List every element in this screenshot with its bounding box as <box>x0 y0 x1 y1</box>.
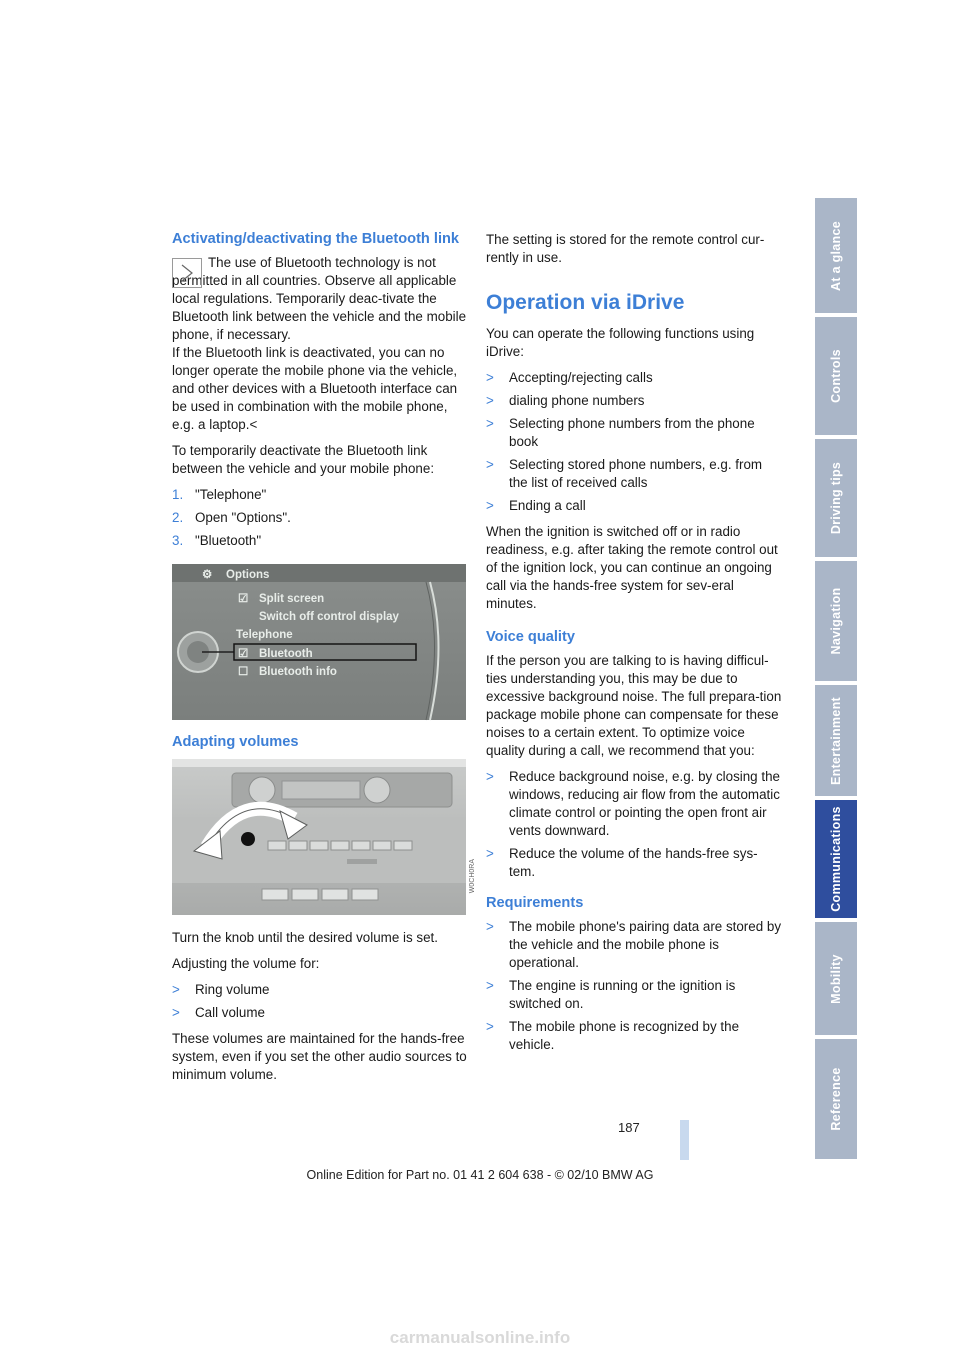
bullet-marker: > <box>486 370 494 385</box>
tab-label: Navigation <box>829 587 843 655</box>
tab-label: At a glance <box>829 220 843 291</box>
heading-adapting-volumes: Adapting volumes <box>172 734 299 750</box>
list-item <box>486 768 782 840</box>
bullet-marker: > <box>486 457 494 472</box>
volume-list <box>172 981 467 1022</box>
turn-knob-text: Turn the knob until the desired volume is set. <box>172 930 438 945</box>
note-text: The use of Bluetooth technology is not permitted in all countries. Observe all applicable local regulations. Temporarily deac-tivate the Bluetooth link between the vehicle and the mobile phone, if necessary. <box>172 255 467 342</box>
list-item <box>172 981 467 999</box>
bullet-marker: > <box>486 846 494 861</box>
tab-label: Driving tips <box>829 461 843 535</box>
list-text: Reduce the volume of the hands-free sys-tem. <box>509 846 758 879</box>
list-text: The engine is running or the ignition is switched on. <box>509 978 736 1011</box>
volumes-maintained-text: These volumes are maintained for the hands-free system, even if you set the other audio sources to minimum volume. <box>172 1031 467 1082</box>
figure-code: W0CH0RA <box>469 859 476 894</box>
right-column <box>486 231 782 1062</box>
page-number: 187 <box>618 1120 640 1135</box>
panel-drawing <box>172 759 466 915</box>
bullet-marker: > <box>486 769 494 784</box>
steps-list <box>172 486 467 550</box>
requirements-list <box>486 918 782 1054</box>
tab-at-a-glance[interactable] <box>815 198 857 313</box>
check-icon: ☑ <box>238 593 249 605</box>
list-text: Reduce background noise, e.g. by closing the windows, reducing air flow from the automatic climate control or pointing the open front air vents downward. <box>509 769 780 838</box>
list-item <box>486 415 782 451</box>
list-item <box>486 918 782 972</box>
list-item <box>172 532 467 550</box>
step-text: "Telephone" <box>195 487 267 502</box>
note-end-marker: < <box>249 417 258 432</box>
list-item <box>486 456 782 492</box>
tab-reference[interactable] <box>815 1039 857 1159</box>
list-text: Accepting/rejecting calls <box>509 370 653 385</box>
screen-header: Options <box>226 569 270 581</box>
screen-item: Split screen <box>259 593 325 605</box>
list-text: The mobile phone's pairing data are stored by the vehicle and the mobile phone is operational. <box>509 919 782 970</box>
note-arrow-icon <box>172 258 202 288</box>
heading-requirements: Requirements <box>486 895 584 911</box>
tab-label: Entertainment <box>829 696 843 785</box>
screen-item: Switch off control display <box>259 611 399 623</box>
step-number: 3. <box>172 533 184 548</box>
left-column <box>172 231 476 1092</box>
bullet-marker: > <box>172 982 180 997</box>
note-text-2: If the Bluetooth link is deactivated, you can no longer operate the mobile phone via the vehicle, and other devices with a Bluetooth interface can be used in combination with the mobile phone, e.g. a laptop. <box>172 345 458 432</box>
tab-label: Communications <box>829 806 843 912</box>
heading-operation-idrive: Operation via iDrive <box>486 291 685 314</box>
screen-item-selected: Bluetooth <box>259 648 313 660</box>
list-text: Selecting stored phone numbers, e.g. from the list of received calls <box>509 457 763 490</box>
list-item <box>486 497 782 515</box>
tab-driving-tips[interactable] <box>815 439 857 557</box>
bullet-marker: > <box>486 416 494 431</box>
check-icon: ☑ <box>238 648 249 660</box>
bullet-marker: > <box>486 1019 494 1034</box>
tab-controls[interactable] <box>815 317 857 435</box>
list-text: Ring volume <box>195 982 270 997</box>
list-item <box>486 845 782 881</box>
bullet-marker: > <box>172 1005 180 1020</box>
bullet-marker: > <box>486 978 494 993</box>
footer-edition: Online Edition for Part no. 01 41 2 604 638 - © 02/10 BMW AG <box>306 1168 654 1182</box>
bullet-marker: > <box>486 393 494 408</box>
options-header-icon: ⚙ <box>202 569 213 581</box>
tab-navigation[interactable] <box>815 561 857 681</box>
list-text: dialing phone numbers <box>509 393 645 408</box>
list-item <box>172 1004 467 1022</box>
list-item <box>172 486 467 504</box>
step-text: "Bluetooth" <box>195 533 262 548</box>
screen-item: Telephone <box>236 629 293 641</box>
voice-text: If the person you are talking to is having difficul-ties understanding you, this may be due to excessive background noise. The full prepara-tion package mobile phone can compensate for these noises to a certain extent. To optimize voice quality during a call, we recommend that you: <box>486 653 782 758</box>
list-text: Call volume <box>195 1005 265 1020</box>
list-item <box>486 369 782 387</box>
list-text: Ending a call <box>509 498 586 513</box>
heading-bluetooth-link: Activating/deactivating the Bluetooth link <box>172 231 460 247</box>
deactivate-intro: To temporarily deactivate the Bluetooth link between the vehicle and your mobile phone: <box>172 443 435 476</box>
volume-knob-illustration <box>172 759 476 915</box>
adjusting-text: Adjusting the volume for: <box>172 956 320 971</box>
setting-stored-text: The setting is stored for the remote control cur-rently in use. <box>486 232 765 265</box>
checkbox-icon: ☐ <box>238 666 249 678</box>
step-number: 2. <box>172 510 184 525</box>
ignition-text: When the ignition is switched off or in radio readiness, e.g. after taking the remote control out of the ignition lock, you can continue an ongoing call via the hands-free system for sev-eral minutes. <box>486 524 778 611</box>
tab-entertainment[interactable] <box>815 685 857 796</box>
heading-voice-quality: Voice quality <box>486 629 575 645</box>
watermark: carmanualsonline.info <box>389 1328 571 1347</box>
tab-label: Reference <box>829 1067 843 1131</box>
list-item <box>172 509 467 527</box>
voice-list <box>486 768 782 881</box>
tab-label: Controls <box>829 349 843 403</box>
step-text: Open "Options". <box>195 510 291 525</box>
list-item <box>486 1018 782 1054</box>
bullet-marker: > <box>486 919 494 934</box>
idrive-intro: You can operate the following functions using iDrive: <box>486 326 755 359</box>
note-block <box>172 254 467 434</box>
idrive-options-screenshot <box>172 564 466 720</box>
list-item <box>486 392 782 410</box>
idrive-list <box>486 369 782 515</box>
tab-label: Mobility <box>829 953 843 1004</box>
screen-item: Bluetooth info <box>259 666 337 678</box>
screen-decoration <box>172 564 466 720</box>
list-text: The mobile phone is recognized by the vehicle. <box>509 1019 740 1052</box>
tab-communications[interactable] <box>815 800 857 918</box>
tab-mobility[interactable] <box>815 922 857 1035</box>
bullet-marker: > <box>486 498 494 513</box>
list-item <box>486 977 782 1013</box>
list-text: Selecting phone numbers from the phone book <box>509 416 755 449</box>
step-number: 1. <box>172 487 184 502</box>
page-marker-bar <box>680 1120 689 1160</box>
